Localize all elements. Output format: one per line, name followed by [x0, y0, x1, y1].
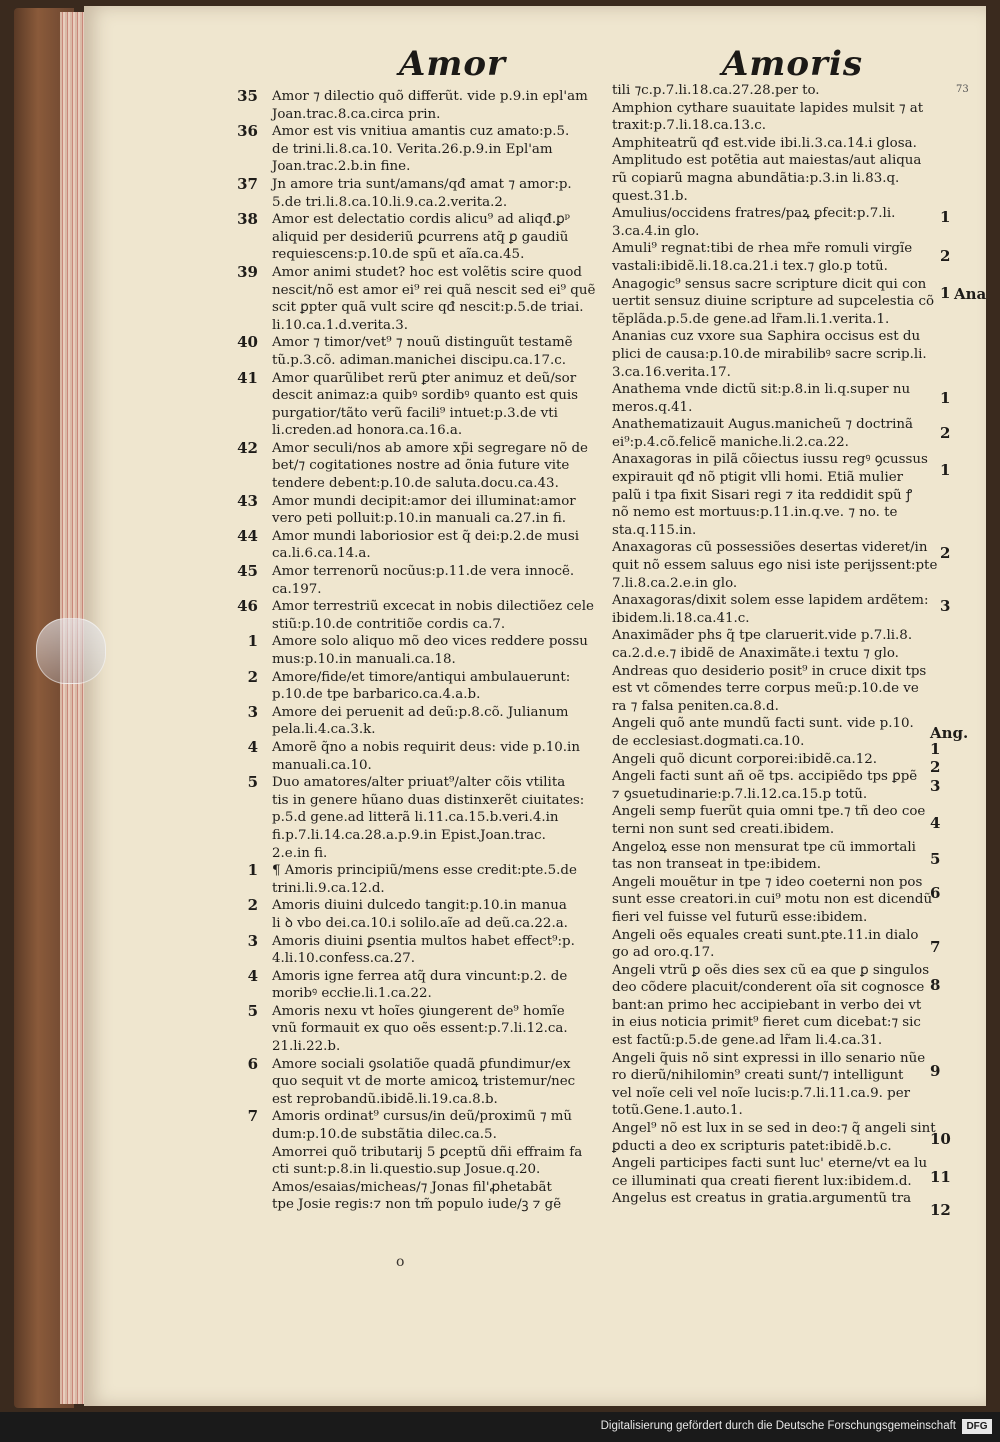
index-entry: [612, 240, 944, 275]
entry-text: tili ⁊c.p.7.li.18.ca.27.28.per to.: [612, 83, 820, 98]
margin-number: 1: [940, 284, 951, 302]
entry-number: 6: [247, 1054, 258, 1073]
index-entry: [237, 597, 602, 633]
entry-number: 43: [237, 491, 258, 510]
index-entry: [612, 927, 944, 962]
entry-text: Angeli oẽs equales creati sunt.pte.11.in dialo go ad oro.q.17.: [612, 927, 919, 961]
index-entry: [612, 152, 944, 205]
index-entry: [247, 1001, 602, 1056]
footer-bar: [0, 1412, 1000, 1442]
index-entry: [612, 962, 944, 1050]
entry-text: Amuli⁹ regnat:tibi de rhea mr̃e romuli virgĩe vastali:ibidẽ.li.18.ca.21.i tex.⁊ glo.p totũ.: [612, 241, 913, 274]
entry-text: ¶ Amoris principiũ/mens esse credit:pte.5.de trini.li.9.ca.12.d.: [272, 863, 577, 896]
margin-number: 1: [940, 208, 951, 226]
index-entry: [237, 122, 602, 176]
entry-number: 5: [247, 1001, 258, 1020]
margin-number: 2: [930, 758, 941, 776]
index-entry: [237, 438, 602, 493]
index-entry: [237, 562, 602, 598]
entry-text: Ananias cuz vxore sua Saphira occisus est du plici de causa:p.10.de mirabilibꝰ sacre scrip.li. 3.ca.16.verita.17.: [612, 329, 927, 380]
entry-text: Anaxagoras in pilã cõiectus iussu regꝰ ꝯcussus expirauit qđ nõ ptigit vlli homi. Etiã mulier palũ i tpa fixit Sisari regi ⁊ ita reddidit spũ ꝭ nõ nemo est mortuus:p.11.in.q.ve. ⁊ no. te sta.q.115.in.: [612, 452, 928, 538]
index-entry: [612, 381, 944, 416]
index-entry: [237, 526, 602, 563]
entry-number: 44: [237, 526, 258, 545]
entry-number: 1: [247, 632, 258, 651]
index-entry: [272, 1179, 602, 1214]
entry-number: 45: [237, 562, 258, 581]
margin-number: 1: [940, 389, 951, 407]
entry-number: 40: [237, 333, 258, 352]
index-entry: [247, 966, 602, 1003]
index-entry: [612, 276, 944, 329]
entry-text: Anaxagoras/dixit solem esse lapidem ardẽtem: ibidem.li.18.ca.41.c.: [612, 593, 929, 626]
entry-number: 42: [237, 438, 258, 457]
entry-number: 35: [237, 87, 258, 105]
index-entry: [612, 715, 944, 750]
entry-text: Amphion cythare suauitate lapides mulsit ⁊ at traxit:p.7.li.18.ca.13.c.: [612, 100, 924, 134]
index-entry: [612, 451, 944, 539]
entry-number: 39: [237, 262, 258, 281]
index-entry: [237, 368, 602, 440]
entry-text: Amoris diuini dulcedo tangit:p.10.in manua li ꝺ vbo dei.ca.10.i solilo.aĩe ad deũ.ca.22.a.: [272, 898, 568, 931]
corner-mark: 73: [956, 84, 969, 95]
index-entry: [247, 1054, 602, 1109]
index-entry: [237, 491, 602, 528]
entry-text: Angel⁹ nõ est lux in se sed in deo:⁊ q̃ angeli sint ꝑducti a deo ex scripturis patet:ibidẽ.b.c.: [612, 1121, 936, 1154]
margin-number: 2: [940, 424, 951, 442]
entry-number: 36: [237, 122, 258, 141]
entry-text: Amoris igne ferrea atq̃ dura vincunt:p.2. de moribꝰ eccłie.li.1.ca.22.: [272, 968, 568, 1002]
footer-credit: Digitalisierung gefördert durch die Deutsche Forschungsgemeinschaft: [600, 1420, 956, 1432]
entry-number: 7: [247, 1107, 258, 1126]
entry-number: 1: [247, 861, 258, 880]
index-entry: [237, 210, 602, 264]
entry-text: Amore sociali ꝯsolatiõe quadã ꝑfundimur/ex quo sequit vt de morte amicoꝝ tristemur/nec est reprobandũ.ibidẽ.li.19.ca.8.b.: [272, 1056, 576, 1107]
page-edges: [60, 12, 86, 1404]
entry-text: Amor ⁊ timor/vet⁹ ⁊ nouũ distinguũt testamẽ tũ.p.3.cõ. adiman.manichei discipu.ca.17.c.: [272, 335, 573, 368]
index-entry: [237, 333, 602, 369]
entry-text: Amor est delectatio cordis alicu⁹ ad aliqđ.ꝑᵖ aliquid per desideriũ ꝑcurrens atq̃ ꝑ gaudiũ requiescens:p.10.de spũ et aĩa.ca.45.: [272, 212, 570, 263]
entry-number: 38: [237, 210, 258, 229]
index-entry: [247, 931, 602, 968]
entry-text: Amore/fide/et timore/antiqui ambulauerunt: p.10.de tpe barbarico.ca.4.a.b.: [272, 669, 571, 703]
index-entry: [612, 1120, 944, 1155]
entry-text: Amplitudo est potẽtia aut maiestas/aut aliqua rũ copiarũ magna abundãtia:p.3.in li.83.q. quest.31.b.: [612, 153, 922, 204]
entry-number: 46: [237, 597, 258, 616]
index-entry: [612, 1050, 944, 1120]
entry-text: Amor mundi decipit:amor dei illuminat:amor vero peti polluit:p.10.in manuali ca.27.in fi.: [272, 493, 576, 527]
entry-text: Amore solo aliquo mõ deo vices reddere possu mus:p.10.in manuali.ca.18.: [272, 634, 588, 667]
entry-text: Amor animi studet? hoc est volẽtis scire quod nescit/nõ est amor ei⁹ rei quã nescit sed ei⁹ quẽ scit ꝑpter quã vult scire qđ nescit:p.5.de triai. li.10.ca.1.d.verita.3.: [272, 264, 596, 333]
index-entry: [612, 751, 944, 769]
index-entry: [612, 100, 944, 135]
index-entry: [237, 87, 602, 123]
margin-number: 3: [940, 597, 951, 615]
entry-text: Angeli vtrũ ꝑ oẽs dies sex cũ ea que ꝑ singulos deo cõdere placuit/conderent oĩa sit cognosce bant:an primo hec accipiebant in verbo dei vt in eius noticia primit⁹ fieret cum dicebat:⁊ sic est factũ:p.5.de gene.ad lr̃am li.4.ca.31.: [612, 962, 930, 1049]
index-entry: [237, 262, 602, 334]
index-entry: [247, 632, 602, 668]
index-entry: [612, 803, 944, 838]
margin-number: 2: [940, 247, 951, 265]
index-entry: [247, 1107, 602, 1143]
index-entry: [612, 663, 944, 716]
entry-number: 4: [247, 737, 258, 756]
entry-text: Jn amore tria sunt/amans/qđ amat ⁊ amor:p. 5.de tri.li.8.ca.10.li.9.ca.2.verita.2.: [272, 176, 572, 210]
entry-text: Amor terrenorũ nocũus:p.11.de vera innocẽ. ca.197.: [272, 564, 575, 597]
margin-number: 5: [930, 850, 941, 868]
index-entry: [612, 328, 944, 381]
index-entry: [612, 416, 944, 451]
entry-text: Duo amatores/alter priuat⁹/alter cõis vtilita tis in genere hũano duas distinxerẽt ciuitates: p.5.d gene.ad litterã li.11.ca.15.b.veri.4.in fi.p.7.li.14.ca.28.a.p.9.in Epist.Joan.trac. 2.e.in fi.: [272, 775, 585, 861]
left-column: [237, 87, 602, 1214]
index-entry: [612, 135, 944, 153]
index-entry: [612, 205, 944, 240]
index-entry: [247, 667, 602, 704]
book-page: [84, 6, 986, 1406]
index-entry: [612, 627, 944, 662]
entry-text: Anaximãder phs q̃ tpe claruerit.vide p.7.li.8. ca.2.d.e.⁊ ibidẽ de Anaximãte.i textu ⁊ glo.: [612, 628, 913, 661]
right-running-head: Amoris: [722, 44, 864, 84]
entry-number: 37: [237, 174, 258, 193]
index-entry: [612, 1155, 944, 1190]
margin-number: 7: [930, 938, 941, 956]
margin-number: 2: [940, 544, 951, 562]
entry-text: Amor seculi/nos ab amore xp̃i segregare nõ de bet/⁊ cogitationes nostre ad õnia future vite tendere debent:p.10.de saluta.docu.ca.43.: [272, 440, 588, 492]
entry-text: Amorẽ q̃no a nobis requirit deus: vide p.10.in manuali.ca.10.: [272, 739, 580, 773]
entry-text: Angeli q̃uis nõ sint expressi in illo senario nũe ro dierũ/nihilomin⁹ creati sunt/⁊ intelligunt vel noĩe celi vel noĩe lucis:p.7.li.11.ca.9. per totũ.Gene.1.auto.1.: [612, 1050, 926, 1119]
entry-text: Amoris ordinat⁹ cursus/in deũ/proximũ ⁊ mũ dum:p.10.de substãtia dilec.ca.5.: [272, 1109, 573, 1143]
entry-text: Angeloꝝ esse non mensurat tpe cũ immortali tas non transeat in tpe:ibidem.: [612, 839, 916, 873]
entry-text: Angeli quõ ante mundũ facti sunt. vide p.10. de ecclesiast.dogmati.ca.10.: [612, 716, 914, 749]
margin-number: 10: [930, 1130, 951, 1148]
entry-text: Angeli participes facti sunt luc' eterne/vt ea lu ce illuminati qua creati fierent lux:ibidem.d.: [612, 1156, 928, 1189]
entry-text: Anaxagoras cũ possessiões desertas videret/in quit nõ essem saluus ego nisi iste perijssent:pte 7.li.8.ca.2.e.in glo.: [612, 540, 938, 591]
entry-text: Amor terrestriũ excecat in nobis dilectiõez cele stiũ:p.10.de contritiõe cordis ca.7.: [272, 599, 594, 632]
entry-number: 3: [247, 702, 258, 721]
entry-number: 2: [247, 667, 258, 686]
entry-number: 4: [247, 966, 258, 985]
entry-number: 3: [247, 931, 258, 950]
margin-word-ana: Ana: [954, 285, 987, 303]
index-entry: [612, 768, 944, 803]
entry-text: Amos/esaias/micheas/⁊ Jonas fil'ꝓhetabãt tpe Josie regis:⁊ non tm̃ populo iude/ꝫ ⁊ gẽ: [272, 1179, 562, 1213]
page-mark: o: [396, 1254, 405, 1270]
index-entry: [612, 592, 944, 627]
entry-text: Amorrei quõ tributarij 5 ꝑceptũ dñi effraim fa cti sunt:p.8.in li.questio.sup Josue.q.20.: [272, 1144, 583, 1178]
index-entry: [247, 896, 602, 932]
index-entry: [247, 737, 602, 774]
index-entry: [272, 1144, 602, 1179]
index-entry: [612, 539, 944, 592]
entry-text: Angelus est creatus in gratia.argumentũ tra: [612, 1191, 912, 1207]
index-entry: [247, 861, 602, 897]
entry-text: Amulius/occidens fratres/paꝝ ꝑfecit:p.7.li. 3.ca.4.in glo.: [612, 206, 896, 239]
entry-number: 41: [237, 368, 258, 387]
entry-text: Angeli facti sunt añ oẽ tps. accipiẽdo tps ꝑpẽ ⁊ ꝯsuetudinarie:p.7.li.12.ca.15.p totũ.: [612, 769, 918, 802]
left-running-head: Amor: [399, 44, 506, 84]
dfg-logo: DFG: [962, 1419, 992, 1434]
index-entry: [612, 874, 944, 927]
right-column: [612, 82, 944, 1208]
entry-text: Anagogic⁹ sensus sacre scripture dicit qui con uertit sensuz diuine scripture ad supcelestia cõ tẽplãda.p.5.de gene.ad lr̃am.li.1.verita.1.: [612, 276, 935, 327]
margin-number: 9: [930, 1062, 941, 1080]
entry-number: 2: [247, 896, 258, 915]
margin-number: 4: [930, 814, 941, 832]
margin-number: 12: [930, 1201, 951, 1219]
margin-number: 1: [940, 461, 951, 479]
entry-number: 5: [247, 773, 258, 792]
index-entry: [237, 174, 602, 211]
entry-text: Anathema vnde dictũ sit:p.8.in li.q.super nu meros.q.41.: [612, 382, 911, 415]
page-clip: [36, 618, 106, 684]
entry-text: Angeli quõ dicunt corporei:ibidẽ.ca.12.: [612, 751, 878, 767]
index-entry: [612, 82, 944, 100]
entry-text: Amoris nexu vt hoĩes ꝯiungerent de⁹ homĩe vnũ formauit ex quo oẽs essent:p.7.li.12.ca. 21.li.22.b.: [272, 1003, 568, 1055]
entry-text: Amor quarũlibet rerũ ꝑter animuz et deũ/sor descit animaz:a quibꝰ sordibꝰ quanto est quis purgatior/tãto verũ facili⁹ intuet:p.3.de vti li.creden.ad honora.ca.16.a.: [272, 370, 579, 439]
entry-text: Angeli semp fuerũt quia omni tpe.⁊ tñ deo coe terni non sunt sed creati.ibidem.: [612, 804, 926, 837]
entry-text: Amphiteatrũ qđ est.vide ibi.li.3.ca.14.i glosa.: [612, 135, 917, 151]
entry-text: Amor est vis vnitiua amantis cuz amato:p.5. de trini.li.8.ca.10. Verita.26.p.9.in Epl'am Joan.trac.2.b.in fine.: [272, 124, 570, 175]
index-entry: [247, 702, 602, 739]
entry-text: Amor ⁊ dilectio quõ differũt. vide p.9.in epl'am Joan.trac.8.ca.circa prin.: [272, 89, 588, 122]
margin-number: 1: [930, 740, 941, 758]
margin-number: 3: [930, 777, 941, 795]
margin-number: 6: [930, 884, 941, 902]
entry-text: Amor mundi laboriosior est q̃ dei:p.2.de musi ca.li.6.ca.14.a.: [272, 528, 580, 562]
index-entry: [612, 1190, 944, 1208]
margin-number: 8: [930, 976, 941, 994]
entry-text: Amoris diuini ꝑsentia multos habet effect⁹:p. 4.li.10.confess.ca.27.: [272, 933, 575, 967]
entry-text: Anathematizauit Augus.manicheũ ⁊ doctrinã ei⁹:p.4.cõ.felicẽ maniche.li.2.ca.22.: [612, 417, 913, 450]
margin-word-ang: Ang.: [930, 724, 969, 742]
index-entry: [612, 839, 944, 874]
entry-text: Amore dei peruenit ad deũ:p.8.cõ. Julianum pela.li.4.ca.3.k.: [272, 704, 569, 738]
entry-text: Andreas quo desiderio posit⁹ in cruce dixit tps est vt cõmendes terre corpus meũ:p.10.de ve ra ⁊ falsa peniten.ca.8.d.: [612, 663, 927, 714]
index-entry: [247, 773, 602, 862]
margin-number: 11: [930, 1168, 951, 1186]
entry-text: Angeli mouẽtur in tpe ⁊ ideo coeterni non pos sunt esse creatori.in cui⁹ motu non est dicendũ fieri vel fuisse vel futurũ esse:ibidem.: [612, 874, 933, 925]
